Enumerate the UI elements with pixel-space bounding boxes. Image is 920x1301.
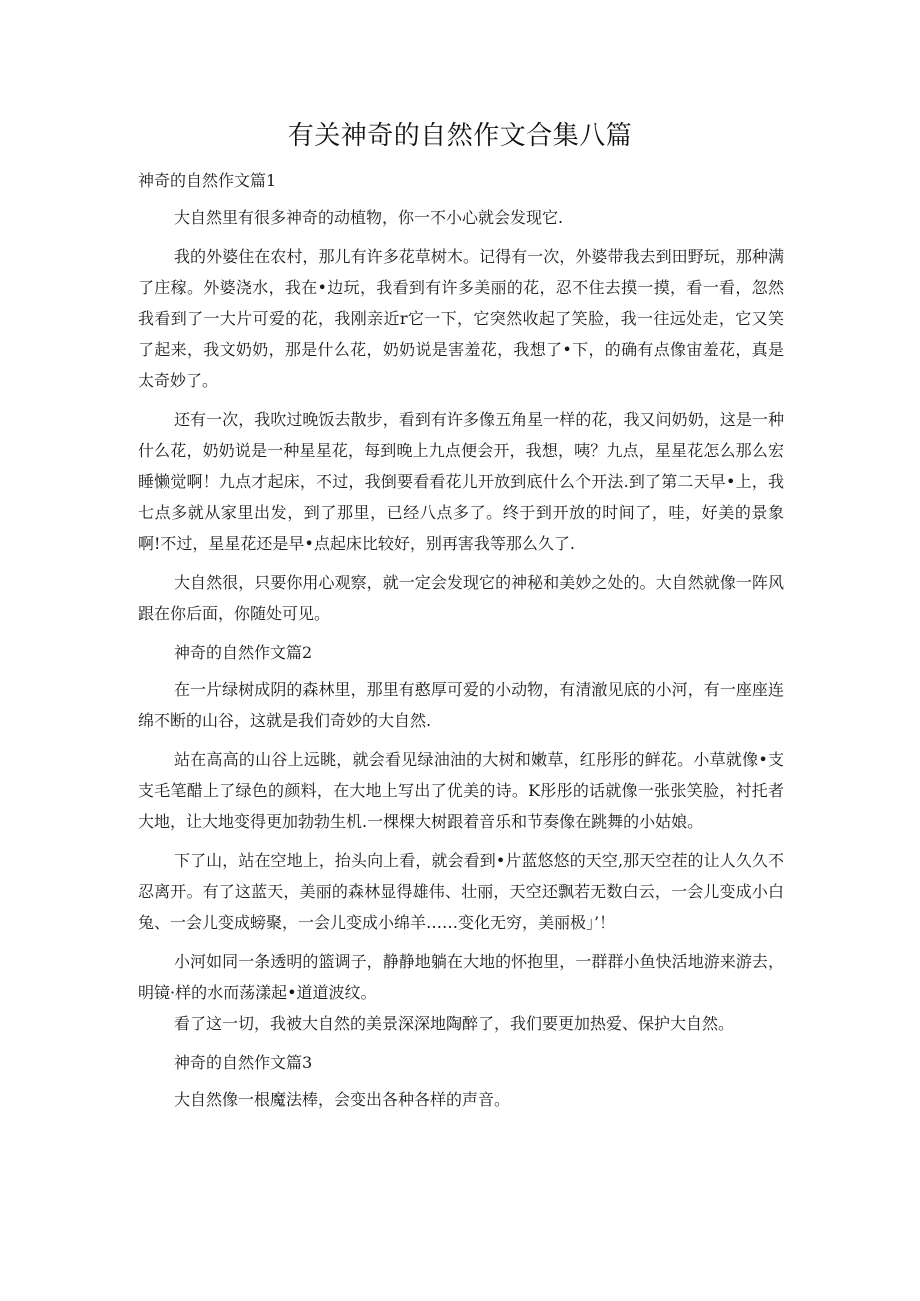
section-2 [138,637,784,1039]
paragraph: 大自然很，只要你用心观察，就一定会发现它的神秘和美妙之处的。大自然就像一阵风跟在你后面，你随处可见。 [138,573,784,623]
document-body [138,165,784,1123]
section-1 [138,165,784,629]
paragraph: 小河如同一条透明的篮调子，静静地躺在大地的怀抱里，一群群小鱼快活地游来游去，明镜·样的水而荡漾起•道道波纹。 [138,952,784,1002]
section-heading: 神奇的自然作文篇3 [174,1053,313,1072]
section-heading: 神奇的自然作文篇2 [174,643,313,662]
paragraph: 还有一次，我吹过晚饭去散步，看到有许多像五角星一样的花，我又问奶奶，这是一种什么花，奶奶说是一种星星花，每到晚上九点便会开，我想，咦？九点，星星花怎么那么宏睡懒觉啊！九点才起床，不过，我倒要看看花儿开放到底什么个开法.到了第二天早•上，我七点多就从家里出发，到了那里，已经八点多了。终于到开放的时间了，哇，好美的景象啊!不过，星星花还是早•点起床比较好，别再害我等那么久了. [138,410,784,553]
document-title: 有关神奇的自然作文合集八篇 [287,121,633,151]
section-heading: 神奇的自然作文篇1 [138,171,277,190]
paragraph: 站在高高的山谷上远眺，就会看见绿油油的大树和嫩草，红彤彤的鲜花。小草就像•支支毛笔醋上了绿色的颜料，在大地上写出了优美的诗。K彤彤的话就像一张张笑脸，衬托者大地，让大地变得更加勃勃生机.一棵棵大树跟着音乐和节奏像在跳舞的小姑娘。 [138,750,784,831]
paragraph: 在一片绿树成阴的森林里，那里有憨厚可爱的小动物，有清澈见底的小河，有一座座连绵不断的山谷，这就是我们奇妙的大自然. [138,680,784,730]
paragraph: 我的外婆住在农村，那儿有许多花草树木。记得有一次，外婆带我去到田野玩，那种满了庄稼。外婆浇水，我在•边玩，我看到有许多美丽的花，忍不住去摸一摸，看一看，忽然我看到了一大片可爱的花，我刚亲近r它一下，它突然收起了笑脸，我一往远处走，它又笑了起来，我文奶奶，那是什么花，奶奶说是害羞花，我想了•下，的确有点像宙羞花，真是太奇妙了。 [138,247,784,390]
paragraph: 下了山，站在空地上，抬头向上看，就会看到•片蓝悠悠的天空,那天空茬的让人久久不忍离开。有了这蓝天，美丽的森林显得雄伟、壮丽，天空还飘若无数白云，一会儿变成小白兔、一会儿变成螃聚，一会儿变成小绵羊……变化无穷，美丽极」’！ [138,851,784,932]
paragraph: 大自然像一根魔法棒，会变出各种各样的声音。 [174,1090,511,1109]
paragraph: 大自然里有很多神奇的动植物，你一不小心就会发现它. [174,208,564,227]
paragraph: 看了这一切，我被大自然的美景深深地陶醉了，我们要更加热爱、保护大自然。 [174,1014,735,1033]
section-3 [138,1047,784,1115]
